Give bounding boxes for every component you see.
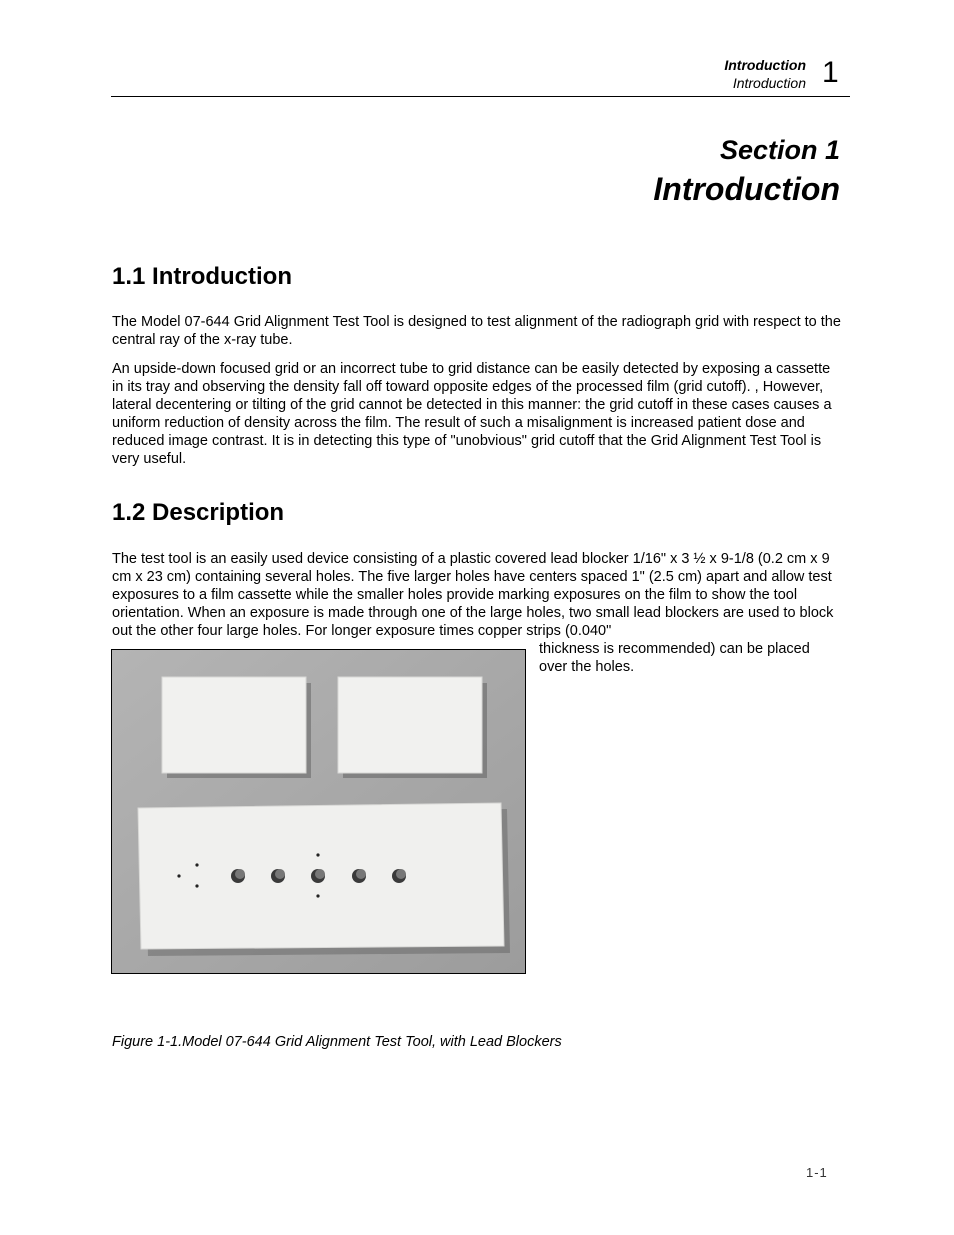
marking-hole [177,874,180,877]
header-divider [111,96,850,97]
header-section-title: Introduction [732,75,806,91]
marking-hole [195,884,198,887]
header-chapter-title: Introduction [724,57,806,73]
marking-hole [195,863,198,866]
lead-blocker-left [162,677,306,773]
heading-description: 1.2 Description [112,499,285,526]
running-header [724,56,806,92]
intro-paragraph-2: An upside-down focused grid or an incorrect tube to grid distance can be easily detected by exposing a cassette in its tray and observing the density fall off toward opposite edges of the processed film (grid cutoff). , However, lateral decentering or tilting of the grid cannot be detected in this manner: the grid cutoff in these cases causes a uniform reduction of density across the film. The result of such a misalignment is increased patient dose and reduced image contrast. It is in detecting this type of "unobvious" grid cutoff that the Grid Alignment Test Tool is very useful. [112,361,832,467]
page-title: Introduction [653,171,840,207]
description-paragraph: The test tool is an easily used device consisting of a plastic covered lead blocker 1/16" x 3 ½ x 9-1/8 (0.2 cm x 9 cm x 23 cm) containing several holes. The five larger holes have centers spaced 1" (2.5 cm) apart and allow test exposures to a film cassette while the smaller holes provide marking exposures on the film to show the tool orientation. When an exposure is made through one of the large holes, two small lead blockers are used to block out the other four large holes. For longer exposure times copper strips (0.040" [112,551,834,639]
figure-photo [111,649,526,974]
figure-caption: Figure 1-1.Model 07-644 Grid Alignment Test Tool, with Lead Blockers [112,1034,562,1050]
page-number: 1-1 [806,1165,828,1180]
section-label: Section 1 [719,135,840,165]
marking-hole [316,853,319,856]
lead-blocker-right [338,677,482,773]
header-chapter-number: 1 [822,56,839,89]
heading-introduction: 1.1 Introduction [112,263,292,290]
marking-hole [316,894,319,897]
description-paragraph-wrap: thickness is recommended) can be placed over the holes. [539,641,810,675]
intro-paragraph-1: The Model 07-644 Grid Alignment Test Tool is designed to test alignment of the radiograph grid with respect to the central ray of the x-ray tube. [112,314,841,348]
grid-tool-photo-illustration [112,650,525,973]
